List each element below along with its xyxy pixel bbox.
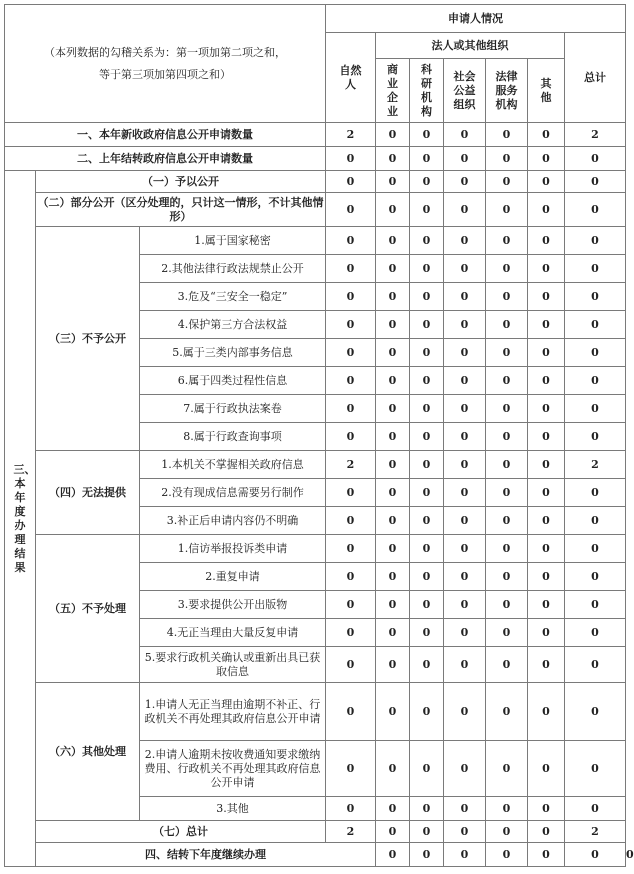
header-note-line-1: （本列数据的勾稽关系为：第一项加第二项之和， [44,45,286,59]
cell-natural: 0 [326,255,376,283]
row-label: （七）总计 [36,821,326,843]
cell-other: 0 [528,591,565,619]
cell-other: 0 [528,507,565,535]
cell-commercial: 0 [376,647,410,683]
header-note [5,5,326,123]
cell-natural: 0 [326,147,376,171]
cell-natural: 0 [326,395,376,423]
cell-natural: 2 [326,451,376,479]
cell-other: 0 [528,311,565,339]
cell-social: 0 [444,147,486,171]
cell-total: 0 [565,563,626,591]
row-label: 5.要求行政机关确认或重新出具已获取信息 [140,647,326,683]
cell-social: 0 [444,619,486,647]
cell-legal-service: 0 [486,171,528,193]
row-label: （二）部分公开（区分处理的，只计这一情形，不计其他情形） [36,193,326,227]
cell-natural: 0 [326,507,376,535]
cell-social: 0 [444,535,486,563]
row-label: 2.重复申请 [140,563,326,591]
cell-natural: 0 [326,283,376,311]
cell-commercial: 0 [376,683,410,741]
cell-social: 0 [444,367,486,395]
cell-natural: 0 [326,171,376,193]
cell-other: 0 [528,147,565,171]
cell-legal-service: 0 [486,451,528,479]
cell-natural: 0 [326,797,376,821]
cell-other: 0 [528,367,565,395]
cell-total: 0 [565,339,626,367]
table-row: 四、结转下年度继续办理 0 0 0 0 0 0 0 [5,843,626,867]
row-label: 2.其他法律行政法规禁止公开 [140,255,326,283]
cell-natural: 0 [326,479,376,507]
cell-total: 0 [565,479,626,507]
row-label: 5.属于三类内部事务信息 [140,339,326,367]
cell-commercial: 0 [376,123,410,147]
cell-other: 0 [528,647,565,683]
cell-social: 0 [444,171,486,193]
cell-commercial: 0 [376,619,410,647]
cell-social: 0 [444,227,486,255]
category-label: （四）无法提供 [36,451,140,535]
cell-research: 0 [410,193,444,227]
cell-legal-service: 0 [486,647,528,683]
cell-natural: 0 [326,647,376,683]
cell-natural: 2 [326,123,376,147]
cell-legal-service: 0 [486,591,528,619]
cell-research: 0 [410,821,444,843]
cell-commercial: 0 [376,311,410,339]
cell-other: 0 [528,193,565,227]
row-label: 1.属于国家秘密 [140,227,326,255]
cell-social: 0 [486,843,528,867]
cell-legal-service: 0 [486,507,528,535]
cell-commercial: 0 [410,843,444,867]
cell-legal-service: 0 [486,563,528,591]
cell-legal-service: 0 [486,479,528,507]
cell-commercial: 0 [376,255,410,283]
table-row [5,193,626,227]
row-label: 3.要求提供公开出版物 [140,591,326,619]
cell-commercial: 0 [376,193,410,227]
cell-other: 0 [528,123,565,147]
applicant-situation-header: 申请人情况 [326,5,626,33]
cell-natural: 0 [326,193,376,227]
cell-legal-service: 0 [486,311,528,339]
cell-natural: 0 [376,843,410,867]
cell-total: 2 [565,821,626,843]
cell-research: 0 [410,423,444,451]
cell-research: 0 [410,367,444,395]
cell-total: 0 [565,283,626,311]
col-natural-person: 自然人 [326,33,376,123]
row-label: 4.无正当理由大量反复申请 [140,619,326,647]
cell-research: 0 [410,619,444,647]
table-row [5,147,626,171]
row-label: 四、结转下年度继续办理 [36,843,376,867]
row-label: 7.属于行政执法案卷 [140,395,326,423]
cell-legal-service: 0 [486,123,528,147]
cell-research: 0 [410,479,444,507]
header-note-line-2: 等于第三项加第四项之和） [99,67,231,81]
cell-commercial: 0 [376,367,410,395]
cell-commercial: 0 [376,591,410,619]
cell-social: 0 [444,311,486,339]
cell-social: 0 [444,423,486,451]
cell-research: 0 [410,255,444,283]
col-other: 其他 [528,59,565,123]
cell-legal-service: 0 [486,227,528,255]
cell-research: 0 [410,339,444,367]
legal-group-header: 法人或其他组织 [376,33,565,59]
row-label: 2.没有现成信息需要另行制作 [140,479,326,507]
cell-commercial: 0 [376,507,410,535]
row-label: 3.危及“三安全一稳定” [140,283,326,311]
table-row [5,535,626,563]
cell-total: 0 [565,171,626,193]
cell-natural: 0 [326,339,376,367]
table-row [5,171,626,193]
cell-other: 0 [528,339,565,367]
cell-commercial: 0 [376,283,410,311]
cell-other: 0 [528,683,565,741]
cell-legal-service: 0 [486,367,528,395]
category-label: （三）不予公开 [36,227,140,451]
cell-total: 0 [565,255,626,283]
government-info-disclosure-table [4,4,634,867]
cell-legal-service: 0 [486,683,528,741]
cell-legal-service: 0 [486,147,528,171]
cell-total: 0 [565,147,626,171]
row-label: （一）予以公开 [36,171,326,193]
cell-legal-service: 0 [486,741,528,797]
cell-other: 0 [528,283,565,311]
cell-social: 0 [444,591,486,619]
cell-total: 0 [565,591,626,619]
cell-research: 0 [410,591,444,619]
cell-total: 0 [565,683,626,741]
cell-research: 0 [410,395,444,423]
section-3-label: 三、本年度办理结果 [5,171,36,867]
cell-other: 0 [528,227,565,255]
cell-legal-service: 0 [486,797,528,821]
cell-total: 2 [565,123,626,147]
cell-research: 0 [410,171,444,193]
col-legal-service: 法律服务机构 [486,59,528,123]
cell-natural: 2 [326,821,376,843]
category-label: （五）不予处理 [36,535,140,683]
cell-research: 0 [410,283,444,311]
cell-natural: 0 [326,619,376,647]
cell-commercial: 0 [376,797,410,821]
cell-other: 0 [528,563,565,591]
cell-social: 0 [444,563,486,591]
row-label: 8.属于行政查询事项 [140,423,326,451]
cell-legal-service: 0 [486,535,528,563]
cell-total: 0 [565,193,626,227]
cell-total: 2 [565,451,626,479]
col-commercial: 商业企业 [376,59,410,123]
cell-commercial: 0 [376,535,410,563]
cell-research: 0 [444,843,486,867]
cell-social: 0 [444,797,486,821]
row-label: 一、本年新收政府信息公开申请数量 [5,123,326,147]
cell-commercial: 0 [376,147,410,171]
cell-total: 0 [565,227,626,255]
cell-commercial: 0 [376,423,410,451]
row-label: 4.保护第三方合法权益 [140,311,326,339]
cell-other: 0 [528,797,565,821]
cell-commercial: 0 [376,821,410,843]
table-row [5,227,626,255]
cell-legal-service: 0 [486,423,528,451]
cell-total: 0 [565,395,626,423]
row-label: 1.本机关不掌握相关政府信息 [140,451,326,479]
cell-other: 0 [565,843,626,867]
row-label: 6.属于四类过程性信息 [140,367,326,395]
cell-social: 0 [444,193,486,227]
cell-total: 0 [565,423,626,451]
row-label: 3.补正后申请内容仍不明确 [140,507,326,535]
cell-total: 0 [565,741,626,797]
cell-commercial: 0 [376,563,410,591]
cell-legal-service: 0 [486,283,528,311]
cell-legal-service: 0 [528,843,565,867]
cell-other: 0 [528,423,565,451]
cell-other: 0 [528,255,565,283]
cell-social: 0 [444,821,486,843]
cell-research: 0 [410,797,444,821]
cell-social: 0 [444,507,486,535]
cell-commercial: 0 [376,479,410,507]
cell-research: 0 [410,451,444,479]
cell-other: 0 [528,535,565,563]
cell-total: 0 [565,535,626,563]
cell-natural: 0 [326,535,376,563]
cell-research: 0 [410,227,444,255]
cell-research: 0 [410,683,444,741]
cell-natural: 0 [326,563,376,591]
table-row [5,821,626,843]
cell-research: 0 [410,147,444,171]
cell-social: 0 [444,339,486,367]
cell-research: 0 [410,535,444,563]
cell-other: 0 [528,821,565,843]
cell-other: 0 [528,741,565,797]
cell-social: 0 [444,451,486,479]
table-row [5,683,626,741]
col-research: 科研机构 [410,59,444,123]
row-label: 1.申请人无正当理由逾期不补正、行政机关不再处理其政府信息公开申请 [140,683,326,741]
cell-other: 0 [528,395,565,423]
cell-legal-service: 0 [486,821,528,843]
cell-legal-service: 0 [486,619,528,647]
cell-commercial: 0 [376,339,410,367]
cell-total: 0 [565,619,626,647]
cell-commercial: 0 [376,227,410,255]
cell-legal-service: 0 [486,339,528,367]
row-label: 1.信访举报投诉类申请 [140,535,326,563]
cell-social: 0 [444,283,486,311]
cell-social: 0 [444,395,486,423]
cell-other: 0 [528,171,565,193]
cell-total: 0 [565,507,626,535]
cell-research: 0 [410,123,444,147]
cell-commercial: 0 [376,741,410,797]
cell-natural: 0 [326,311,376,339]
category-label: （六）其他处理 [36,683,140,821]
table-row [5,123,626,147]
cell-other: 0 [528,619,565,647]
col-total: 总计 [565,33,626,123]
cell-other: 0 [528,479,565,507]
cell-legal-service: 0 [486,193,528,227]
cell-research: 0 [410,311,444,339]
cell-natural: 0 [326,367,376,395]
row-label: 3.其他 [140,797,326,821]
cell-legal-service: 0 [486,255,528,283]
cell-research: 0 [410,563,444,591]
cell-total: 0 [565,797,626,821]
table-row [5,451,626,479]
cell-research: 0 [410,741,444,797]
cell-social: 0 [444,741,486,797]
cell-commercial: 0 [376,451,410,479]
cell-legal-service: 0 [486,395,528,423]
cell-research: 0 [410,507,444,535]
report-table-container [4,4,634,867]
cell-total: 0 [565,367,626,395]
cell-social: 0 [444,683,486,741]
cell-natural: 0 [326,683,376,741]
cell-other: 0 [528,451,565,479]
cell-total: 0 [565,311,626,339]
cell-natural: 0 [326,741,376,797]
cell-commercial: 0 [376,395,410,423]
cell-social: 0 [444,255,486,283]
row-label: 2.申请人逾期未按收费通知要求缴纳费用、行政机关不再处理其政府信息公开申请 [140,741,326,797]
cell-natural: 0 [326,227,376,255]
cell-social: 0 [444,647,486,683]
cell-natural: 0 [326,423,376,451]
cell-commercial: 0 [376,171,410,193]
cell-research: 0 [410,647,444,683]
cell-social: 0 [444,123,486,147]
cell-total: 0 [565,647,626,683]
col-social: 社会公益组织 [444,59,486,123]
cell-social: 0 [444,479,486,507]
row-label: 二、上年结转政府信息公开申请数量 [5,147,326,171]
cell-natural: 0 [326,591,376,619]
